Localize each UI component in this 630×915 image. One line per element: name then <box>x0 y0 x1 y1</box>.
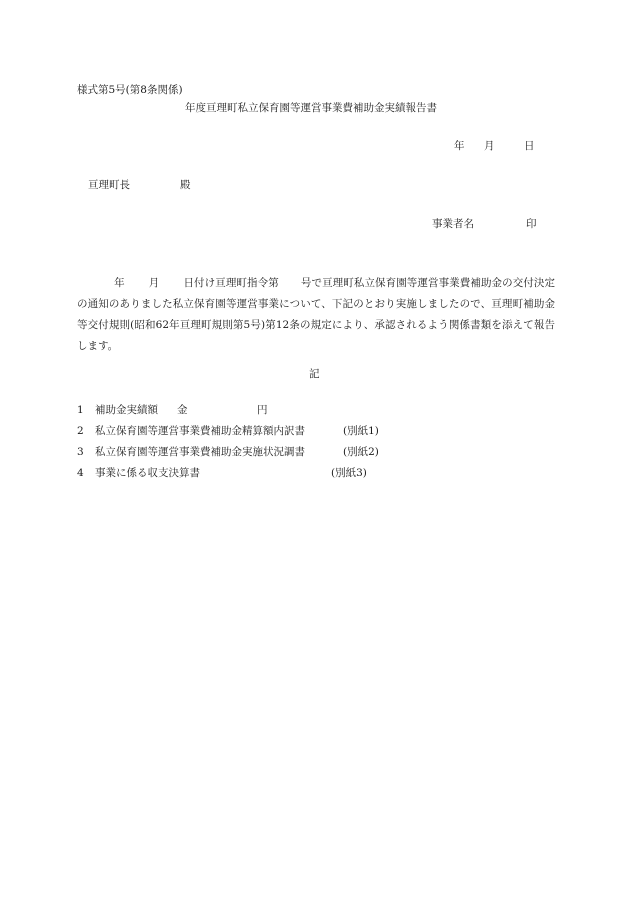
applicant-label: 事業者名 <box>432 218 474 230</box>
date-day: 日 <box>524 140 535 152</box>
form-number: 様式第5号(第8条関係) <box>77 84 183 96</box>
item-list <box>77 405 379 489</box>
body-paragraph <box>77 273 555 357</box>
list-item <box>77 426 379 447</box>
ki-heading: 記 <box>309 368 320 380</box>
body-year: 年 <box>114 277 125 289</box>
document-title: 年度亘理町私立保育園等運営事業費補助金実績報告書 <box>185 102 437 114</box>
addressee-honorific: 殿 <box>180 179 191 191</box>
body-month: 月 <box>148 277 160 289</box>
item-number: 2 <box>77 425 84 437</box>
item-note: (別紙1) <box>343 425 379 437</box>
item-kin: 金 <box>177 404 188 416</box>
seal-mark: 印 <box>526 218 537 230</box>
item-text: 補助金実績額 <box>95 404 158 416</box>
item-text: 事業に係る収支決算書 <box>95 467 200 479</box>
date-year: 年 <box>454 140 465 152</box>
addressee-title: 亘理町長 <box>88 179 130 191</box>
item-note: (別紙3) <box>331 467 367 479</box>
list-item <box>77 447 379 468</box>
item-number: 4 <box>77 467 84 479</box>
item-number: 1 <box>77 404 84 416</box>
list-item <box>77 405 379 426</box>
item-number: 3 <box>77 446 84 458</box>
date-line <box>454 141 535 152</box>
item-note: (別紙2) <box>343 446 379 458</box>
body-ref-suffix: 号で亘理町私立保育園等運営事業費補助金の交付決定の通知のありました私立保育園等運営事業について、下記のとおり実施しましたので、亘理町補助金等交付規則(昭和62年亘理町規則第5号)第12条の規定により、承認されるよう関係書類を添えて報告します。 <box>77 277 556 352</box>
date-month: 月 <box>484 140 495 152</box>
body-ref-prefix: 日付け亘理町指令第 <box>183 277 279 289</box>
addressee <box>88 180 191 191</box>
item-text: 私立保育園等運営事業費補助金精算額内訳書 <box>95 425 305 437</box>
list-item <box>77 468 379 489</box>
item-yen: 円 <box>257 404 268 416</box>
applicant-line <box>432 219 537 230</box>
item-text: 私立保育園等運営事業費補助金実施状況調書 <box>95 446 305 458</box>
